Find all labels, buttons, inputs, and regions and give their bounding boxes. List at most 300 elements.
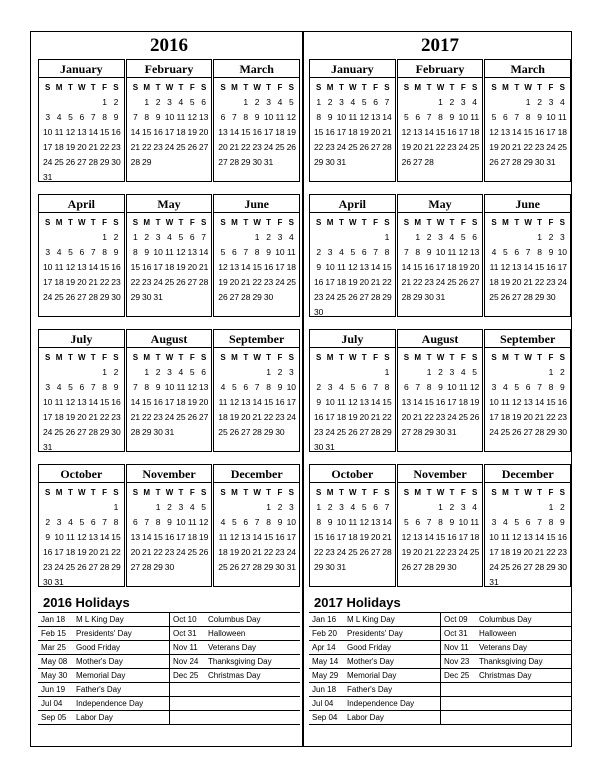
weekday-label: F <box>189 488 195 497</box>
weekday-label: W <box>253 353 261 362</box>
day-cell: 18 <box>469 532 480 542</box>
day-cell: 10 <box>164 112 175 122</box>
day-cell: 7 <box>90 112 96 122</box>
day-cell <box>217 95 228 110</box>
week-row <box>217 560 297 575</box>
week-row <box>488 530 568 545</box>
day-cell: 5 <box>361 502 367 512</box>
day-cell: 1 <box>113 502 119 512</box>
day-cell: 12 <box>176 247 186 257</box>
month-name: June <box>485 195 570 213</box>
day-cell: 15 <box>111 532 121 542</box>
day-cell: 19 <box>187 127 197 137</box>
holiday-row <box>309 613 440 627</box>
week-row <box>217 380 297 395</box>
day-cell <box>347 440 358 455</box>
day-cell: 24 <box>489 562 499 572</box>
day-cell <box>347 365 358 380</box>
day-cell: 14 <box>534 397 545 407</box>
week-row <box>217 110 297 125</box>
weekday-label: W <box>524 83 532 92</box>
weekday-label: T <box>339 353 344 362</box>
day-cell: 3 <box>339 97 344 107</box>
day-cell: 5 <box>503 247 508 257</box>
day-cell: 25 <box>54 157 64 167</box>
day-cell: 11 <box>218 532 228 542</box>
day-cell: 14 <box>382 517 392 527</box>
week-row <box>130 515 210 530</box>
day-cell <box>65 500 76 515</box>
weekday-label: S <box>559 83 565 92</box>
day-cell: 6 <box>415 517 421 527</box>
week-row <box>313 515 393 530</box>
holiday-name: Mother's Day <box>347 657 394 666</box>
day-cell: 28 <box>229 157 240 167</box>
weekday-label: S <box>559 218 565 227</box>
day-cell: 3 <box>460 97 466 107</box>
day-cell: 21 <box>523 277 533 287</box>
day-cell: 8 <box>548 517 554 527</box>
day-cell <box>401 230 412 245</box>
day-cell <box>76 365 87 380</box>
day-cell: 8 <box>438 112 443 122</box>
weekday-label: W <box>78 353 86 362</box>
week-row <box>130 425 210 440</box>
day-cell <box>65 170 76 185</box>
day-cell <box>99 440 110 455</box>
day-cell: 2 <box>277 502 283 512</box>
day-cell <box>187 155 198 170</box>
week-row <box>130 140 210 155</box>
week-row <box>488 410 568 425</box>
week-row <box>313 365 393 380</box>
day-cell: 20 <box>359 412 369 422</box>
day-cell <box>469 155 480 170</box>
day-cell: 4 <box>339 247 344 257</box>
quarter-row <box>38 194 300 317</box>
day-cell: 29 <box>382 427 392 437</box>
month-calendar <box>38 59 125 182</box>
week-row <box>401 260 481 275</box>
day-cell: 10 <box>42 397 53 407</box>
day-cell: 3 <box>167 367 172 377</box>
day-cell: 25 <box>218 427 228 437</box>
day-cell: 26 <box>512 427 522 437</box>
day-cell: 26 <box>65 292 76 302</box>
day-cell: 7 <box>514 112 520 122</box>
day-cell <box>187 290 198 305</box>
day-cell: 7 <box>132 112 138 122</box>
weekday-label: F <box>548 218 554 227</box>
day-cell: 13 <box>370 112 381 122</box>
week-row <box>217 140 297 155</box>
day-cell: 16 <box>164 532 175 542</box>
day-cell: 26 <box>489 157 499 167</box>
week-row <box>488 275 568 290</box>
day-cell: 6 <box>79 112 85 122</box>
day-cell: 16 <box>111 127 121 137</box>
day-cell <box>370 230 381 245</box>
day-cell: 18 <box>176 127 186 137</box>
day-cell <box>488 500 499 515</box>
day-cell: 10 <box>458 517 468 527</box>
day-cell: 15 <box>546 397 556 407</box>
day-cell: 11 <box>165 247 174 257</box>
day-cell: 16 <box>111 262 121 272</box>
month-name: April <box>310 195 395 213</box>
day-cell: 12 <box>65 397 76 407</box>
day-cell: 26 <box>77 562 87 572</box>
day-cell: 23 <box>534 142 545 152</box>
weekday-label: T <box>178 353 184 362</box>
weekday-label: F <box>277 218 283 227</box>
day-cell: 23 <box>153 412 163 422</box>
week-row <box>130 290 210 305</box>
weekday-label: T <box>537 218 542 227</box>
weekday-label: S <box>200 218 207 227</box>
week-row <box>401 515 481 530</box>
day-cell: 1 <box>266 502 271 512</box>
day-cell: 4 <box>178 97 184 107</box>
week-row <box>313 95 393 110</box>
day-cell: 13 <box>130 532 141 542</box>
holiday-name: Mother's Day <box>76 657 123 666</box>
day-cell <box>534 575 545 590</box>
holiday-date <box>170 697 204 710</box>
day-cell: 6 <box>361 382 367 392</box>
month-calendar <box>126 329 213 452</box>
day-cell: 10 <box>54 532 64 542</box>
day-cell: 31 <box>42 172 53 182</box>
day-cell: 23 <box>111 277 121 287</box>
holidays-title: 2017 Holidays <box>309 593 571 613</box>
weekday-label: S <box>132 218 139 227</box>
week-row <box>488 290 568 305</box>
month-calendar <box>484 464 571 587</box>
day-cell: 29 <box>546 427 556 437</box>
day-cell: 13 <box>241 532 251 542</box>
holiday-date: Nov 11 <box>173 643 198 652</box>
week-row <box>488 560 568 575</box>
day-cell: 7 <box>90 247 96 257</box>
day-cell: 27 <box>359 292 369 302</box>
week-row <box>313 305 393 320</box>
weekday-label: W <box>436 353 445 362</box>
day-cell: 23 <box>142 277 152 287</box>
weekday-label: T <box>361 488 367 497</box>
day-cell: 28 <box>424 562 434 572</box>
day-cell: 14 <box>523 262 533 272</box>
day-cell: 28 <box>401 292 412 302</box>
weekday-label: W <box>524 488 532 497</box>
day-cell: 2 <box>113 367 119 377</box>
day-cell: 30 <box>325 157 335 167</box>
day-cell: 25 <box>500 562 511 572</box>
day-cell: 12 <box>489 127 499 137</box>
day-cell: 6 <box>403 382 409 392</box>
day-cell: 30 <box>325 562 335 572</box>
day-cell: 15 <box>313 127 324 137</box>
day-cell: 8 <box>548 382 554 392</box>
holiday-name: Memorial Day <box>347 671 397 680</box>
day-cell: 16 <box>435 397 446 407</box>
day-cell: 1 <box>316 97 322 107</box>
week-row <box>217 245 297 260</box>
day-cell <box>423 500 434 515</box>
weekday-label: W <box>349 83 357 92</box>
day-cell: 30 <box>142 292 152 302</box>
day-cell: 5 <box>220 247 226 257</box>
day-cell: 2 <box>559 367 565 377</box>
day-cell <box>557 290 568 305</box>
day-cell: 6 <box>525 382 531 392</box>
day-cell: 31 <box>325 442 335 452</box>
day-cell: 28 <box>88 292 98 302</box>
day-cell: 19 <box>348 277 358 287</box>
week-row <box>313 230 393 245</box>
day-grid <box>398 348 483 440</box>
week-row <box>401 560 481 575</box>
day-cell: 4 <box>277 97 283 107</box>
day-cell <box>88 500 99 515</box>
week-row <box>488 395 568 410</box>
day-cell: 8 <box>384 382 390 392</box>
day-cell <box>164 155 175 170</box>
day-cell <box>534 500 545 515</box>
day-cell: 4 <box>56 382 62 392</box>
day-cell: 1 <box>415 232 421 242</box>
weekday-label: F <box>460 488 466 497</box>
week-row <box>313 545 393 560</box>
week-row <box>401 425 481 440</box>
week-row <box>42 440 122 455</box>
day-cell: 1 <box>548 502 554 512</box>
day-cell: 26 <box>469 412 480 422</box>
week-row <box>130 560 210 575</box>
day-cell: 12 <box>348 397 358 407</box>
day-cell: 20 <box>77 277 87 287</box>
day-cell: 9 <box>316 262 322 272</box>
day-cell: 23 <box>263 277 274 287</box>
weekday-label: M <box>231 488 238 497</box>
day-cell: 5 <box>472 367 478 377</box>
weekday-label: W <box>349 218 357 227</box>
day-cell: 19 <box>198 532 209 542</box>
day-cell <box>522 230 533 245</box>
day-cell: 11 <box>176 382 186 392</box>
month-calendar <box>213 464 300 587</box>
day-cell: 17 <box>458 532 468 542</box>
day-cell: 17 <box>54 547 64 557</box>
day-cell: 10 <box>42 127 53 137</box>
holiday-name: M L King Day <box>347 615 395 624</box>
day-cell: 3 <box>339 502 344 512</box>
day-cell: 23 <box>435 412 446 422</box>
week-row <box>217 395 297 410</box>
holiday-name: Christmas Day <box>208 671 261 680</box>
day-cell: 14 <box>88 127 98 137</box>
day-cell <box>488 230 499 245</box>
day-cell: 3 <box>559 232 565 242</box>
day-cell: 23 <box>275 547 285 557</box>
day-grid <box>127 213 212 305</box>
day-cell: 5 <box>350 382 356 392</box>
day-cell: 22 <box>153 547 163 557</box>
weekday-label: S <box>288 218 294 227</box>
day-cell: 22 <box>382 412 392 422</box>
day-cell: 5 <box>232 517 237 527</box>
day-cell <box>88 230 99 245</box>
holidays-table <box>38 613 300 725</box>
day-cell: 29 <box>413 292 423 302</box>
day-cell: 9 <box>426 247 432 257</box>
day-cell: 24 <box>164 412 175 422</box>
day-cell <box>286 290 297 305</box>
day-cell: 17 <box>42 142 53 152</box>
holiday-date: Nov 23 <box>444 657 470 666</box>
day-cell: 22 <box>435 142 446 152</box>
weekday-label: S <box>220 218 226 227</box>
weekday-header <box>488 485 568 500</box>
day-cell: 27 <box>413 562 423 572</box>
day-grid <box>310 78 395 170</box>
day-cell: 18 <box>489 277 499 287</box>
week-row <box>401 110 481 125</box>
day-cell: 5 <box>189 97 195 107</box>
weekday-label: S <box>491 353 497 362</box>
day-cell: 21 <box>252 412 262 422</box>
day-cell <box>381 560 392 575</box>
day-cell <box>152 155 163 170</box>
day-cell: 14 <box>382 112 392 122</box>
day-cell: 20 <box>523 547 533 557</box>
day-cell: 12 <box>458 247 468 257</box>
day-cell: 6 <box>201 367 207 377</box>
weekday-label: M <box>143 218 151 227</box>
day-cell <box>141 500 152 515</box>
holiday-date: May 08 <box>41 657 68 666</box>
day-cell: 4 <box>68 517 73 527</box>
week-row <box>130 410 210 425</box>
day-grid <box>39 348 124 455</box>
day-cell: 28 <box>130 427 141 437</box>
day-cell: 24 <box>546 142 556 152</box>
day-cell: 12 <box>229 397 240 407</box>
day-cell: 18 <box>500 412 511 422</box>
day-cell <box>359 440 370 455</box>
day-cell <box>53 170 64 185</box>
day-cell: 15 <box>413 262 423 272</box>
day-cell: 24 <box>458 547 468 557</box>
day-cell: 2 <box>449 97 455 107</box>
weekday-label: W <box>349 353 357 362</box>
week-row <box>42 545 122 560</box>
day-cell: 28 <box>252 562 262 572</box>
day-cell <box>370 155 381 170</box>
weekday-header <box>313 215 393 230</box>
holiday-name: Halloween <box>479 629 517 638</box>
day-cell <box>175 560 186 575</box>
day-cell: 13 <box>523 532 533 542</box>
day-cell <box>53 500 64 515</box>
day-cell <box>401 95 412 110</box>
day-cell: 20 <box>241 547 251 557</box>
day-cell: 31 <box>489 577 499 587</box>
month-name: May <box>127 195 212 213</box>
day-cell: 10 <box>286 382 297 392</box>
day-cell: 2 <box>426 232 432 242</box>
day-cell: 15 <box>435 532 446 542</box>
weekday-label: F <box>460 218 466 227</box>
day-cell: 1 <box>144 97 150 107</box>
day-cell: 15 <box>263 532 274 542</box>
day-cell: 25 <box>176 142 186 152</box>
weekday-label: F <box>277 83 283 92</box>
day-cell: 21 <box>198 262 209 272</box>
month-name: December <box>214 465 299 483</box>
day-cell: 4 <box>460 367 466 377</box>
day-cell: 17 <box>153 262 163 272</box>
day-cell <box>198 290 209 305</box>
week-row <box>42 500 122 515</box>
day-cell <box>76 170 87 185</box>
month-name: October <box>39 465 124 483</box>
day-cell: 3 <box>449 367 455 377</box>
day-cell: 29 <box>313 157 324 167</box>
weekday-header <box>42 215 122 230</box>
day-cell: 12 <box>359 112 369 122</box>
weekday-label: S <box>559 353 565 362</box>
day-cell: 7 <box>254 382 260 392</box>
week-row <box>313 380 393 395</box>
day-cell: 30 <box>435 427 446 437</box>
day-cell: 29 <box>111 562 121 572</box>
holiday-row <box>170 683 300 697</box>
day-cell: 11 <box>458 382 468 392</box>
day-cell: 17 <box>164 127 175 137</box>
day-cell: 1 <box>254 232 260 242</box>
quarter-row <box>309 194 571 317</box>
day-cell: 22 <box>546 547 556 557</box>
day-cell <box>370 560 381 575</box>
weekday-label: F <box>548 488 554 497</box>
day-cell: 3 <box>327 247 333 257</box>
holiday-date: Oct 10 <box>173 615 197 624</box>
day-cell: 27 <box>198 142 209 152</box>
day-cell: 24 <box>435 277 446 287</box>
week-row <box>313 425 393 440</box>
day-cell: 7 <box>403 247 409 257</box>
day-cell <box>99 575 110 590</box>
day-cell: 10 <box>263 112 274 122</box>
weekday-label: F <box>102 353 108 362</box>
weekday-label: S <box>220 353 226 362</box>
day-cell: 6 <box>373 97 378 107</box>
day-cell: 27 <box>77 427 87 437</box>
day-cell <box>336 305 347 320</box>
day-cell <box>175 155 186 170</box>
weekday-header <box>42 350 122 365</box>
day-cell: 3 <box>45 382 51 392</box>
day-cell <box>381 305 392 320</box>
holiday-date <box>441 711 475 724</box>
day-cell: 13 <box>401 397 412 407</box>
weekday-label: T <box>178 488 184 497</box>
weekday-label: T <box>514 488 520 497</box>
day-cell: 11 <box>348 517 358 527</box>
day-cell: 19 <box>77 547 87 557</box>
weekday-label: S <box>471 488 478 497</box>
